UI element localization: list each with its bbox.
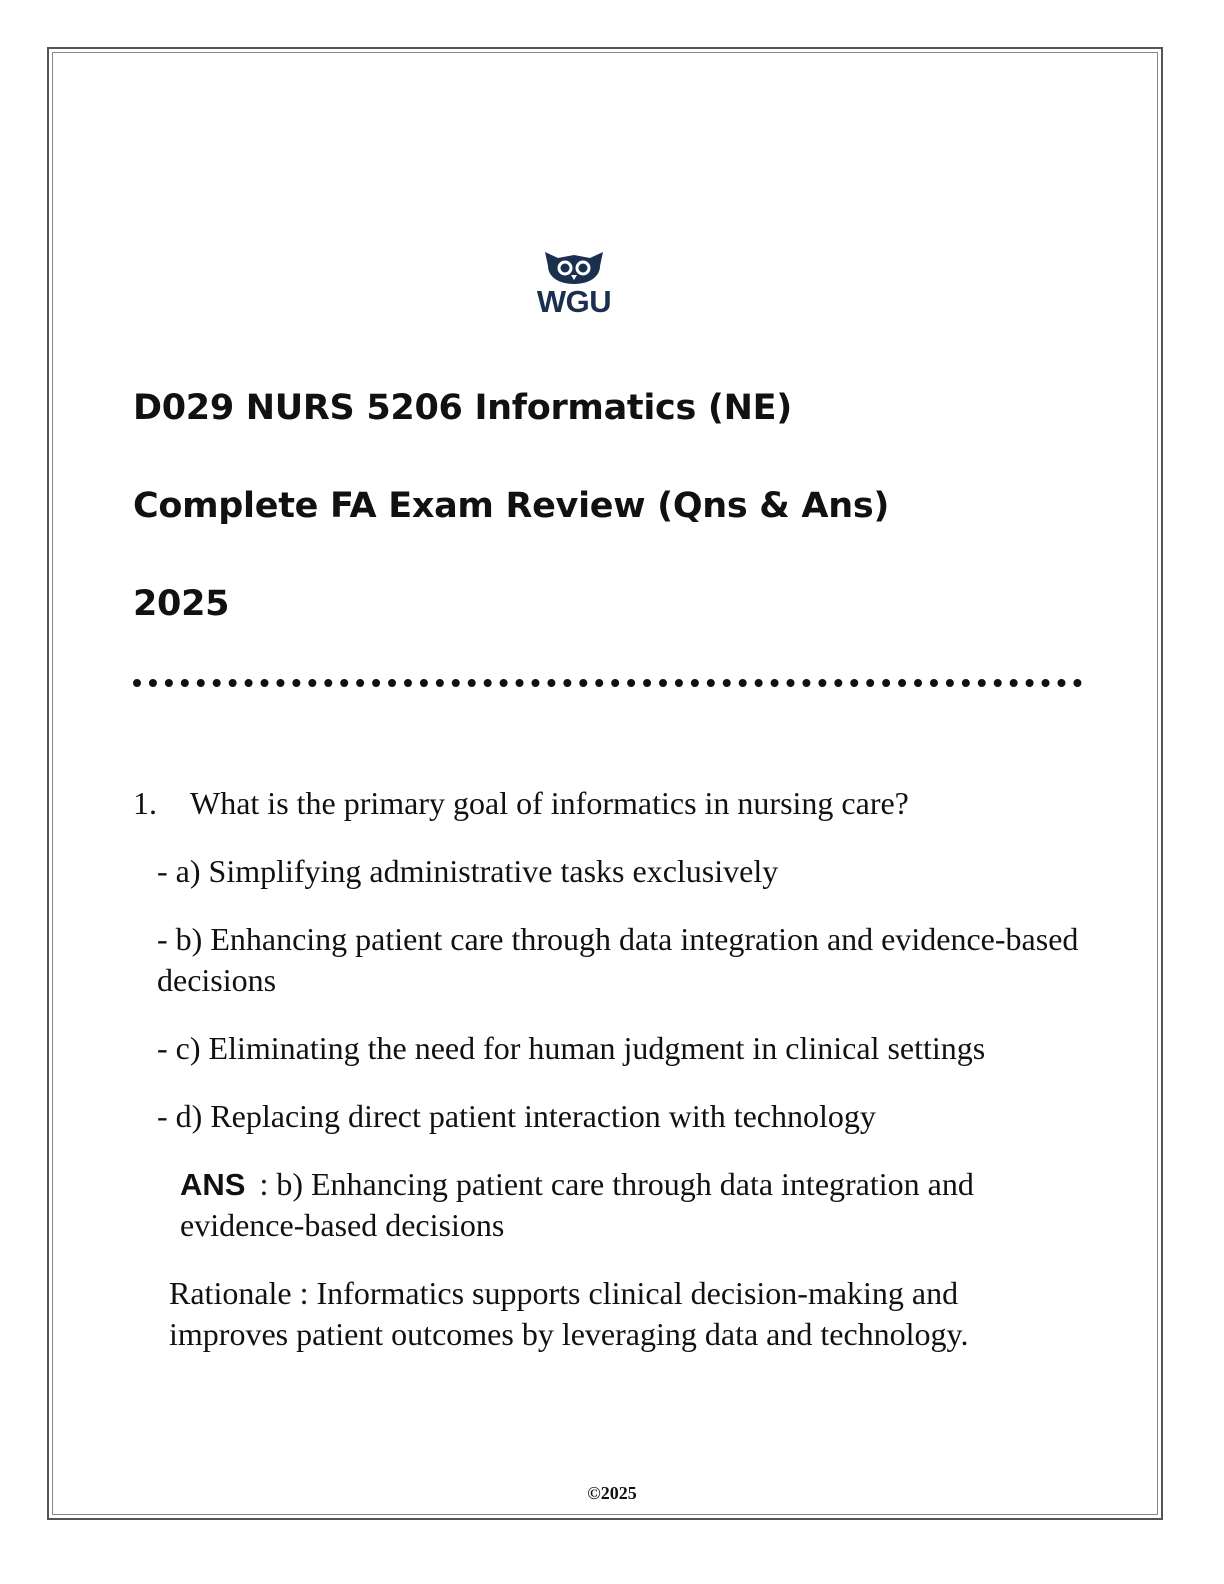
logo-wordmark: WGU xyxy=(536,284,612,319)
document-title: D029 NURS 5206 Informatics (NE) xyxy=(133,388,792,428)
copyright-footer: ©2025 xyxy=(587,1483,637,1503)
wgu-logo xyxy=(528,246,620,322)
question-text xyxy=(133,783,1083,824)
document-year: 2025 xyxy=(133,584,230,624)
answer-text: : b) Enhancing patient care through data integration and evidence-based decisions xyxy=(180,1166,974,1243)
option-d: - d) Replacing direct patient interaction with technology xyxy=(157,1098,876,1134)
question-block xyxy=(133,783,1083,1382)
document-subtitle: Complete FA Exam Review (Qns & Ans) xyxy=(133,486,890,526)
question-stem: What is the primary goal of informatics in nursing care? xyxy=(190,785,909,821)
rationale-text: Rationale : Informatics supports clinical decision-making and improves patient outcomes by leveraging data and technology. xyxy=(169,1275,969,1352)
dotted-divider xyxy=(133,679,1082,687)
answer-line xyxy=(133,1164,1083,1246)
option-c: - c) Eliminating the need for human judgment in clinical settings xyxy=(157,1030,986,1066)
answer-label: ANS xyxy=(180,1167,246,1202)
option-b: - b) Enhancing patient care through data integration and evidence-based decisions xyxy=(157,921,1079,998)
owl-icon xyxy=(528,246,620,286)
option-a: - a) Simplifying administrative tasks exclusively xyxy=(157,853,779,889)
question-number: 1. xyxy=(133,785,157,821)
